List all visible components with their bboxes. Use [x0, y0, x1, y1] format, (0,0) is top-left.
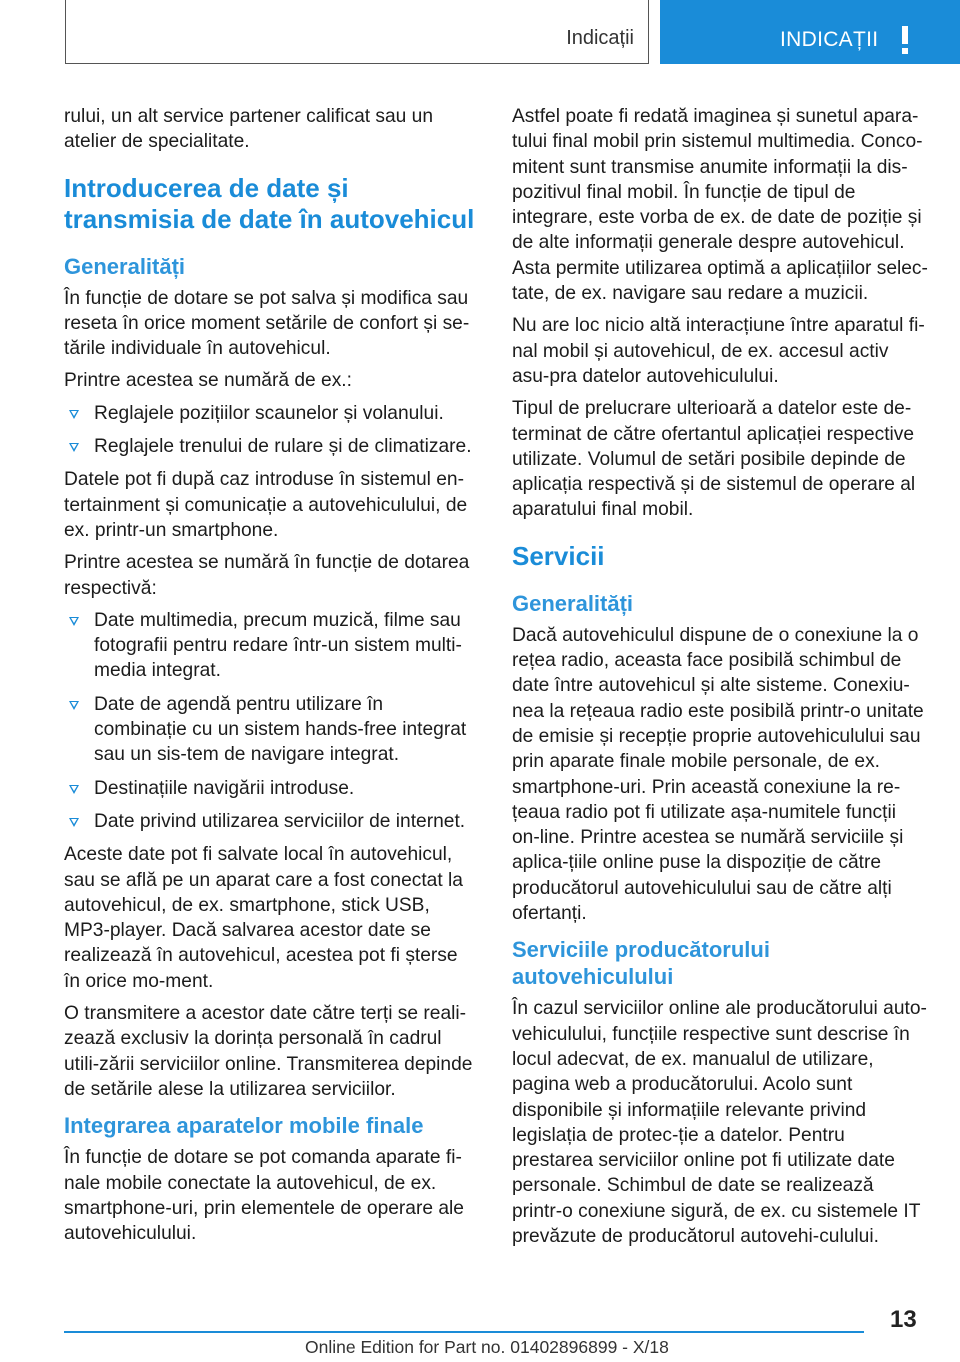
section-label: Indicații: [566, 27, 634, 49]
bullet-list: [64, 401, 478, 460]
footer-edition: Online Edition for Part no. 01402896899 - X/18: [305, 1337, 669, 1357]
list-item: Date privind utilizarea serviciilor de internet.: [64, 809, 478, 834]
subheading-manufacturer-services: Serviciile producătorului autovehiculului: [512, 937, 770, 990]
exclamation-icon: [898, 26, 912, 56]
page-number: 13: [890, 1306, 917, 1333]
section-tab: [65, 0, 649, 64]
paragraph: Astfel poate fi redată imaginea și sunetul apara-tului final mobil prin sistemul multimedia. Conco-mitent sunt transmise anumite informații la dis-pozitivul final mobil. În funcție de tipul de integrare, este vorba de ex. de date de poziție și de alte informații generale despre autovehicul. Asta permite utilizarea optimă a aplicațiilor selec-tate, de ex. navigare sau redare a muzicii.: [512, 106, 928, 305]
subheading-general: Generalități: [64, 253, 186, 279]
paragraph: Datele pot fi după caz introduse în sistemul en-tertainment și comunicație a autovehiculului, de ex. printr-un smartphone.: [64, 469, 468, 541]
paragraph: Aceste date pot fi salvate local în autovehicul, sau se află pe un aparat care a fost conectat la autovehicul, de ex. smartphone, stick USB, MP3-player. Dacă salvarea acestor date se realizează în autovehicul, acestea pot fi șterse în orice mo-ment.: [64, 844, 463, 992]
bullet-list: [64, 608, 478, 834]
paragraph: rului, un alt service partener calificat sau un atelier de specialitate.: [64, 106, 434, 153]
list-item: Destinațiile navigării introduse.: [64, 776, 478, 801]
paragraph: În funcție de dotare se pot comanda aparate fi-nale mobile conectate la autovehicul, de ex. smartphone-uri, prin elementele de operare ale autovehiculului.: [64, 1147, 464, 1245]
triangle-down-icon: [69, 785, 79, 794]
list-item: Date multimedia, precum muzică, filme sau fotografii pentru redare într-un sistem multi-media integrat.: [64, 608, 478, 684]
heading-data-input: Introducerea de date și transmisia de date în autovehicul: [64, 172, 475, 234]
triangle-down-icon: [69, 617, 79, 626]
paragraph: În funcție de dotare se pot salva și modifica sau reseta în orice moment setările de confort și se-tările individuale în autovehicul.: [64, 287, 470, 360]
subheading-mobile-devices: Integrarea aparatelor mobile finale: [64, 1113, 424, 1139]
subheading-general: Generalități: [512, 590, 634, 616]
triangle-down-icon: [69, 443, 79, 452]
left-column: [64, 104, 478, 1253]
footer-divider: [64, 1331, 864, 1333]
paragraph: În cazul serviciilor online ale producătorului auto-vehiculului, funcțiile respective sunt descrise în locul adecvat, de ex. manualul de utilizare, pagina web a producătorului. Acolo sunt disponibile și informațiile relevante privind legislația de protec-ție a datelor. Pentru prestarea serviciilor online pot fi utilizate date personale. Schimbul de date se realizează printr-o conexiune sigură, de ex. cu sistemele IT prevăzute de producătorul autovehi-culului.: [512, 998, 927, 1247]
right-column: [512, 104, 928, 1256]
paragraph: Nu are loc nicio altă interacțiune între aparatul fi-nal mobil și autovehicul, de ex. accesul activ asu-pra datelor autovehiculului.: [512, 315, 925, 387]
paragraph: O transmitere a acestor date către terți se reali-zează exclusiv la dorința personală în cadrul utili-zării serviciilor online. Transmiterea depinde de setările alese la utilizarea serviciilor.: [64, 1003, 473, 1100]
list-item: Date de agendă pentru utilizare în combinație cu un sistem hands-free integrat sau un sis-tem de navigare integrat.: [64, 692, 478, 768]
paragraph: Tipul de prelucrare ulterioară a datelor este de-terminat de către ofertantul aplicației respective utilizate. Volumul de setări posibile depinde de aplicația respectivă și de sistemul de operare al aparatului final mobil.: [512, 398, 916, 521]
chapter-label: INDICAȚII: [780, 28, 879, 51]
triangle-down-icon: [69, 818, 79, 827]
triangle-down-icon: [69, 410, 79, 419]
list-item: Reglajele pozițiilor scaunelor și volanului.: [64, 401, 478, 426]
heading-services: Servicii: [512, 540, 605, 571]
paragraph: Dacă autovehiculul dispune de o conexiune la o rețea radio, aceasta face posibilă schimbul de date între autovehicul și alte sisteme. Conexiu-nea la rețeaua radio este posibilă printr-o unitate de emisie și recepție proprie autovehiculului sau prin aparate finale mobile personale, de ex. smartphone-uri. Prin această conexiune la re-țeaua radio pot fi utilizate așa-numitele funcții on-line. Printre acestea se numără serviciile și aplica-țiile online puse la dispoziție de către producătorul autovehiculului sau de către alți ofertanți.: [512, 624, 924, 925]
page-header: [0, 0, 960, 66]
paragraph: Printre acestea se numără în funcție de dotarea respectivă:: [64, 552, 470, 599]
chapter-tab: [660, 0, 960, 64]
paragraph: Printre acestea se numără de ex.:: [64, 370, 352, 392]
list-item: Reglajele trenului de rulare și de climatizare.: [64, 434, 478, 459]
triangle-down-icon: [69, 701, 79, 710]
